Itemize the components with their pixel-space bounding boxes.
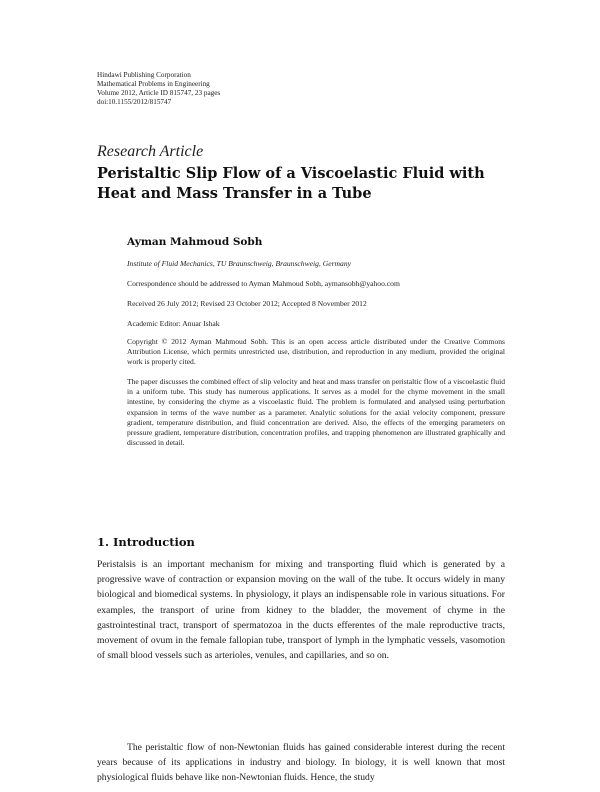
author-name: Ayman Mahmoud Sobh [127,236,263,248]
section-heading-introduction: 1. Introduction [97,535,195,549]
article-dates: Received 26 July 2012; Revised 23 October 2012; Accepted 8 November 2012 [127,299,367,308]
body-paragraph: Peristalsis is an important mechanism for mixing and transporting fluid which is generated by a progressive wave of contraction or expansion moving on the wall of the tube. It occurs widely in many biological and biomedical systems. In physiology, it plays an indispensable role in various situations. For examples, the transport of urine from kidney to the bladder, the movement of chyme in the gastrointestinal tract, transport of spermatozoa in the ducts efferentes of the male reproductive tracts, movement of ovum in the female fallopian tube, transport of lymph in the lymphatic vessels, vasomotion of small blood vessels such as arterioles, venules, and capillaries, and so on. [97,559,505,662]
journal-header [97,71,357,107]
abstract: The paper discusses the combined effect of slip velocity and heat and mass transfer on peristaltic flow of a viscoelastic fluid in a uniform tube. This study has numerous applications. It serves as a model for the chyme movement in the small intestine, by considering the chyme as a viscoelastic fluid. The problem is formulated and analysed using perturbation expansion in terms of the wave number as a parameter. Analytic solutions for the axial velocity component, pressure gradient, temperature distribution, and fluid concentration are derived. Also, the effects of the emerging parameters on pressure gradient, temperature distribution, concentration profiles, and trapping phenomenon are illustrated graphically and discussed in detail. [127,377,505,448]
copyright-notice: Copyright © 2012 Ayman Mahmoud Sobh. This is an open access article distributed under the Creative Commons Attribution License, which permits unrestricted use, distribution, and reproduction in any medium, provided the original work is properly cited. [127,337,505,367]
article-title: Peristaltic Slip Flow of a Viscoelastic Fluid with Heat and Mass Transfer in a Tube [97,165,485,202]
correspondence: Correspondence should be addressed to Ayman Mahmoud Sobh, aymansobh@yahoo.com [127,279,400,288]
volume-info: Volume 2012, Article ID 815747, 23 pages [97,89,221,97]
journal-name: Mathematical Problems in Engineering [97,80,210,88]
publisher-name: Hindawi Publishing Corporation [97,71,191,79]
author-affiliation: Institute of Fluid Mechanics, TU Braunschweig, Braunschweig, Germany [127,259,351,268]
article-type: Research Article [97,143,204,160]
doi: doi:10.1155/2012/815747 [97,98,172,106]
body-paragraph: The peristaltic flow of non-Newtonian fluids has gained considerable interest during the recent years because of its applications in industry and biology. In biology, it is well known that most physiological fluids behave like non-Newtonian fluids. Hence, the study [97,742,505,784]
academic-editor: Academic Editor: Anuar Ishak [127,319,220,328]
